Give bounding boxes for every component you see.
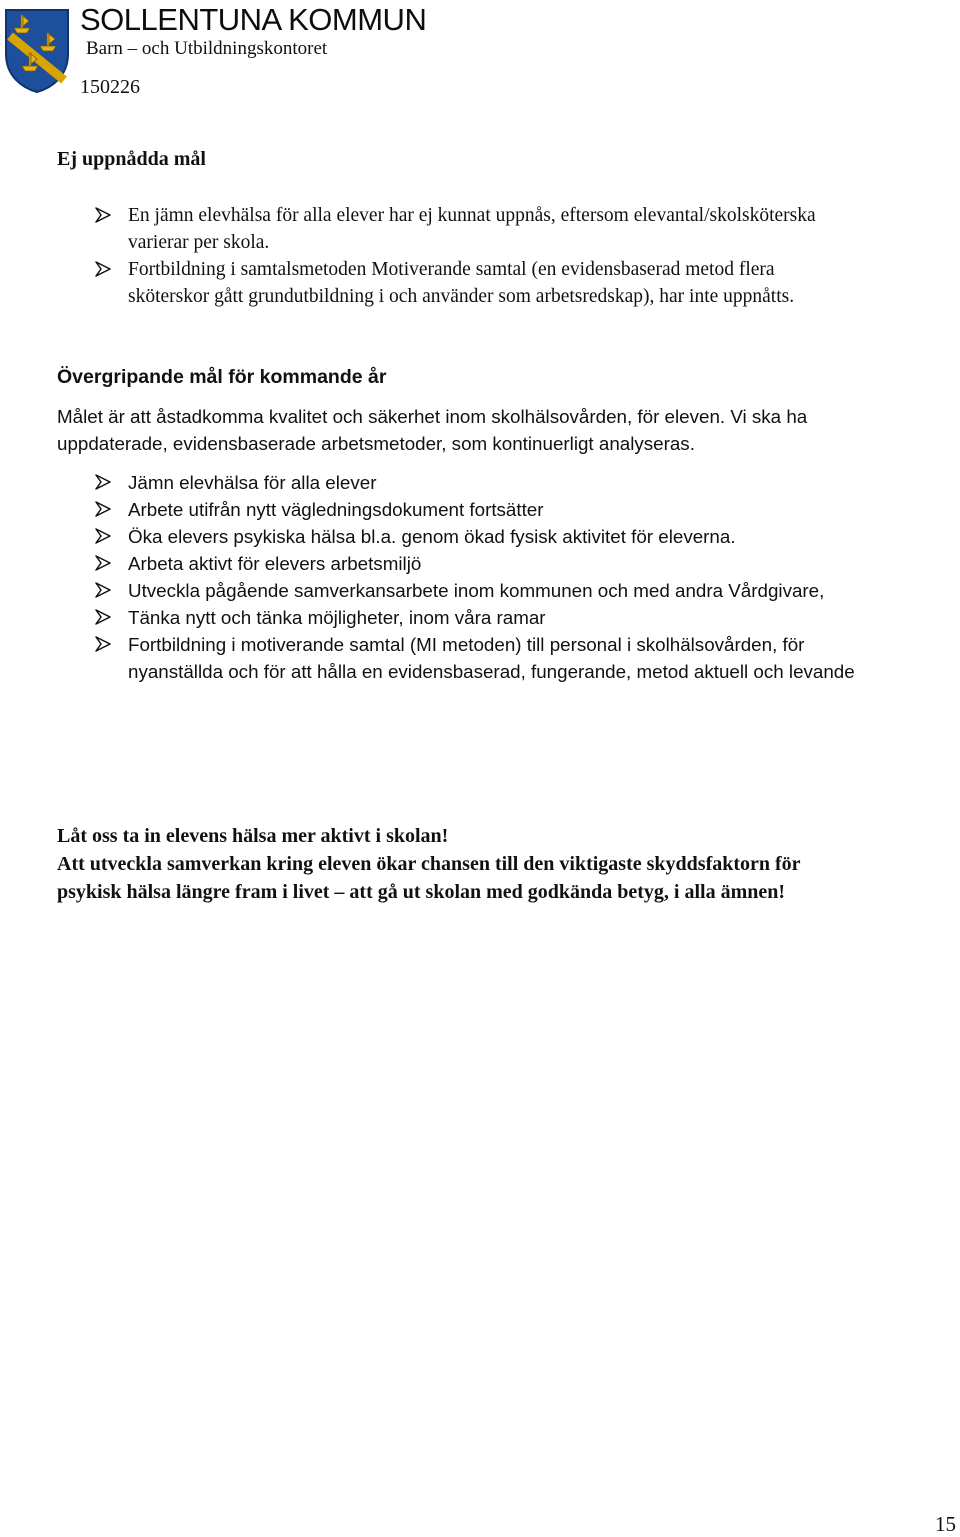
list-item-text: Utveckla pågående samverkansarbete inom kommunen och med andra Vårdgivare, bbox=[128, 580, 825, 601]
goals-intro-paragraph bbox=[57, 403, 807, 457]
arrow-bullet-icon bbox=[94, 474, 112, 490]
list-item-text: Jämn elevhälsa för alla elever bbox=[128, 472, 377, 493]
paragraph-line: Målet är att åstadkomma kvalitet och säkerhet inom skolhälsovården, för eleven. Vi ska ha bbox=[57, 406, 808, 427]
list-item bbox=[94, 550, 855, 577]
heading-unmet-goals: Ej uppnådda mål bbox=[57, 148, 206, 170]
arrow-bullet-icon bbox=[94, 636, 112, 652]
heading-future-goals: Övergripande mål för kommande år bbox=[57, 366, 387, 388]
closing-line: Att utveckla samverkan kring eleven ökar chansen till den viktigaste skyddsfaktorn för bbox=[57, 853, 801, 875]
document-header bbox=[0, 0, 470, 100]
closing-line: Låt oss ta in elevens hälsa mer aktivt i skolan! bbox=[57, 825, 449, 847]
list-item-text: varierar per skola. bbox=[128, 232, 270, 253]
arrow-bullet-icon bbox=[94, 261, 112, 277]
list-item-text: Fortbildning i motiverande samtal (MI metoden) till personal i skolhälsovården, för bbox=[128, 634, 805, 655]
arrow-bullet-icon bbox=[94, 207, 112, 223]
list-item bbox=[94, 631, 855, 685]
list-item bbox=[94, 577, 855, 604]
paragraph-line: uppdaterade, evidensbaserade arbetsmetoder, som kontinuerligt analyseras. bbox=[57, 433, 695, 454]
arrow-bullet-icon bbox=[94, 501, 112, 517]
list-item-text: nyanställda och för att hålla en evidensbaserad, fungerande, metod aktuell och levande bbox=[128, 661, 855, 682]
list-item bbox=[94, 202, 816, 256]
arrow-bullet-icon bbox=[94, 582, 112, 598]
department-name: Barn – och Utbildningskontoret bbox=[86, 38, 328, 59]
page-number: 15 bbox=[935, 1512, 956, 1536]
list-item-text: En jämn elevhälsa för alla elever har ej kunnat uppnås, eftersom elevantal/skolsköterska bbox=[128, 205, 816, 226]
closing-statement bbox=[57, 822, 801, 906]
list-item-text: Arbete utifrån nytt vägledningsdokument fortsätter bbox=[128, 499, 544, 520]
list-item bbox=[94, 256, 816, 310]
organization-name: SOLLENTUNA KOMMUN bbox=[80, 2, 427, 37]
arrow-bullet-icon bbox=[94, 528, 112, 544]
arrow-bullet-icon bbox=[94, 609, 112, 625]
list-item-text: Arbeta aktivt för elevers arbetsmiljö bbox=[128, 553, 422, 574]
list-item bbox=[94, 604, 855, 631]
document-date: 150226 bbox=[80, 76, 140, 98]
list-item bbox=[94, 523, 855, 550]
list-item bbox=[94, 496, 855, 523]
arrow-bullet-icon bbox=[94, 555, 112, 571]
future-goals-list bbox=[94, 469, 855, 685]
list-item-text: Öka elevers psykiska hälsa bl.a. genom ökad fysisk aktivitet för eleverna. bbox=[128, 526, 736, 547]
list-item-text: Tänka nytt och tänka möjligheter, inom våra ramar bbox=[128, 607, 546, 628]
list-item-text: sköterskor gått grundutbildning i och använder som arbetsredskap), har inte uppnåtts. bbox=[128, 286, 795, 307]
unmet-goals-list bbox=[94, 202, 816, 310]
closing-line: psykisk hälsa längre fram i livet – att gå ut skolan med godkända betyg, i alla ämnen! bbox=[57, 881, 786, 903]
list-item bbox=[94, 469, 855, 496]
coat-of-arms-ships-icon bbox=[2, 6, 72, 94]
list-item-text: Fortbildning i samtalsmetoden Motiverande samtal (en evidensbaserad metod flera bbox=[128, 259, 775, 280]
